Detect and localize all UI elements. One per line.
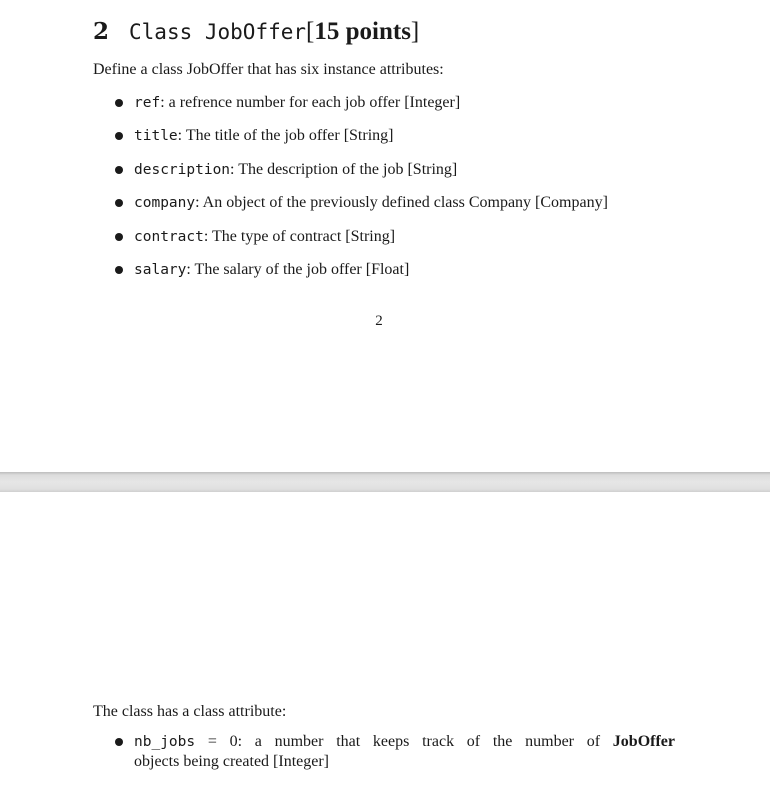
attribute-description: : The type of contract [String] [203,227,396,245]
class-attribute-item-nb-jobs [115,732,675,772]
section-points: 15 points [314,18,411,45]
attribute-description: : The salary of the job offer [Float] [186,260,410,278]
attribute-item-title [115,126,608,159]
section-heading [93,14,419,49]
page-number: 2 [375,313,383,329]
bullet-icon [115,233,123,241]
page-separator [0,472,770,492]
bullet-icon [115,132,123,140]
class-attribute-description: = 0: a number that keeps track of the number of [195,733,613,750]
attribute-name: salary [134,261,187,278]
class-name-bold: JobOffer [612,733,675,750]
class-attribute-intro: The class has a class attribute: [93,703,287,720]
attribute-item-company [115,193,608,226]
attribute-name: title [134,128,178,145]
bullet-icon [115,99,123,107]
instance-attribute-list [115,93,608,293]
attribute-description: : An object of the previously defined class Company [Company] [195,194,608,212]
attribute-item-description [115,160,608,193]
class-attribute-name: nb_jobs [134,734,196,750]
attribute-description: : The title of the job offer [String] [177,127,394,145]
attribute-name: company [134,195,196,212]
class-attribute-description-continued: objects being created [Integer] [134,753,330,770]
class-attribute-line-1 [134,732,675,752]
bullet-icon [115,199,123,207]
bullet-icon [115,266,123,274]
attribute-item-contract [115,227,608,260]
section-title-code: Class JobOffer [129,20,307,44]
section-number: 2 [93,18,110,45]
attribute-name: ref [134,95,161,111]
attribute-description: : a refrence number for each job offer [Integer] [160,94,461,111]
attribute-item-salary [115,260,608,293]
attribute-description: : The description of the job [String] [230,160,458,178]
attribute-name: contract [134,228,204,245]
bullet-icon [115,166,123,174]
points-close-bracket: ] [410,18,420,45]
attribute-name: description [134,161,231,178]
bullet-icon [115,738,123,746]
attribute-item-ref [115,93,608,126]
class-attribute-list [115,732,675,772]
intro-paragraph: Define a class JobOffer that has six instance attributes: [93,61,444,78]
document-page-2 [0,492,770,792]
points-open-bracket: [ [306,18,315,45]
